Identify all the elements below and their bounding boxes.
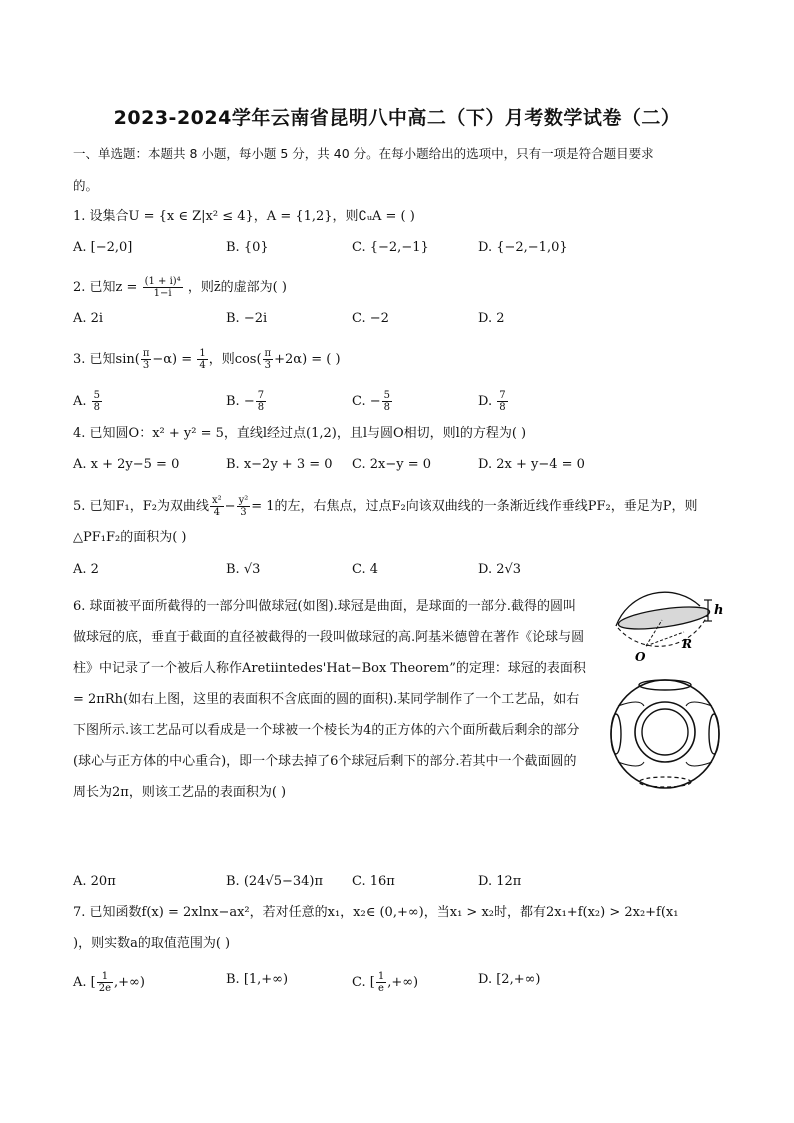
q3-frac2-den: 4	[199, 360, 206, 371]
q2-frac-num: (1 + i)⁴	[144, 276, 181, 287]
q3-stem-c: ，则cos(	[208, 352, 262, 367]
q3-frac2-num: 1	[199, 348, 206, 359]
q1-option-a: A. [−2,0]	[73, 240, 133, 255]
q3-stem-a: 3. 已知sin(	[73, 352, 140, 367]
q5-frac1-num: x²	[212, 495, 222, 506]
q7-a-frac	[97, 971, 113, 994]
exam-title: 2023-2024学年云南省昆明八中高二（下）月考数学试卷（二）	[113, 107, 681, 129]
question-7-stem: 7. 已知函数f(x) = 2xlnx−ax²，若对任意的x₁，x₂∈ (0,+∞)，当x₁ > x₂时，都有2x₁+f(x₂) > 2x₂+f(x₁	[73, 905, 679, 920]
q7-option-c	[352, 971, 418, 994]
q2-option-a: A. 2i	[73, 311, 104, 326]
q7-option-a	[73, 971, 145, 994]
q3-frac1-num: π	[142, 348, 150, 359]
q5-frac1-den: 4	[213, 507, 221, 518]
q3-fraction-2	[197, 348, 207, 371]
q6-option-a: A. 20π	[73, 874, 116, 889]
q3-c-num: 5	[383, 390, 391, 401]
question-4-options	[73, 456, 733, 474]
q3-b-den: 8	[257, 402, 265, 413]
q2-frac-den: 1−i	[153, 288, 172, 299]
question-5-stem	[73, 495, 698, 518]
q7-c-num: 1	[377, 971, 385, 982]
label-r: R	[682, 637, 692, 651]
q3-a-frac	[92, 390, 102, 413]
q7-a-suffix: ,+∞)	[114, 975, 145, 990]
q5-option-c: C. 4	[352, 562, 379, 577]
q3-c-den: 8	[383, 402, 391, 413]
q3-d-num: 7	[499, 390, 506, 401]
q3-option-d	[478, 390, 509, 413]
q3-a-prefix: A.	[73, 394, 87, 409]
question-5-stem-cont: △PF₁F₂的面积为( )	[73, 530, 187, 545]
q3-b-num: 7	[257, 390, 265, 401]
section-heading-cont: 的。	[73, 178, 99, 193]
q3-frac3-den: 3	[264, 360, 272, 371]
q7-c-frac	[376, 971, 386, 994]
question-3-options	[73, 390, 733, 413]
section-heading: 一、单选题：本题共 8 小题，每小题 5 分，共 40 分。在每小题给出的选项中，只有一项是符合题目要求	[73, 146, 654, 161]
q3-stem-d: +2α) = ( )	[274, 352, 341, 367]
q3-stem-b: −α) =	[152, 352, 193, 367]
q6-option-c: C. 16π	[352, 874, 395, 889]
q6-option-b: B. (24√5−34)π	[226, 874, 324, 889]
q7-c-prefix: C. [	[352, 975, 375, 990]
q2-option-d: D. 2	[478, 311, 505, 326]
craftwork-figure	[604, 676, 726, 792]
question-4-stem: 4. 已知圆O：x² + y² = 5，直线l经过点(1,2)，且l与圆O相切，则l的方程为( )	[73, 426, 527, 441]
q7-b-text: B. [1,+∞)	[226, 972, 289, 987]
q5-stem-b: = 1的左，右焦点，过点F₂向该双曲线的一条渐近线作垂线PF₂，垂足为P，则	[251, 499, 698, 514]
label-o: O	[635, 650, 646, 664]
q3-fraction-1	[141, 348, 152, 371]
question-7-options	[73, 971, 733, 994]
q7-option-b	[226, 971, 288, 989]
question-1-stem: 1. 设集合U = {x ∈ Z|x² ≤ 4}，A = {1,2}，则∁ᵤA = ( )	[73, 209, 415, 224]
question-3-stem	[73, 348, 341, 371]
label-h: h	[714, 603, 724, 618]
q5-fraction-2	[237, 495, 251, 518]
q5-frac2-num: y²	[238, 495, 249, 506]
q3-d-prefix: D.	[478, 394, 493, 409]
q5-stem-a: 5. 已知F₁，F₂为双曲线	[73, 499, 209, 514]
q7-a-num: 1	[97, 971, 113, 983]
q4-option-a: A. x + 2y−5 = 0	[73, 457, 180, 472]
q3-a-den: 8	[93, 402, 101, 413]
q3-fraction-3	[263, 348, 274, 371]
q7-c-den: e	[378, 983, 384, 994]
q2-stem-prefix: 2. 已知z =	[73, 280, 138, 295]
question-5-options	[73, 561, 733, 579]
q3-c-sign: −	[369, 394, 381, 409]
q5-fraction-1	[210, 495, 224, 518]
q5-frac2-den: 3	[240, 507, 247, 518]
q3-frac1-den: 3	[142, 360, 150, 371]
q3-c-prefix: C.	[352, 394, 366, 409]
question-1-options	[73, 239, 733, 257]
q6-option-d: D. 12π	[478, 874, 522, 889]
question-6-text: 6. 球面被平面所截得的一部分叫做球冠(如图).球冠是曲面，是球面的一部分.截得的圆叫做球冠的底，垂直于截面的直径被截得的一段叫做球冠的高.阿基米德曾在著作《论球与圆柱》中记录了一个被后人称作Aretiintedes'Hat−Box Theorem”的定理：球冠的表面积 = 2πRh(如右上图，这里的表面积不含底面的圆的面积).某同学制作了一个工艺品，如右下图所示.该工艺品可以看成是一个球被一个棱长为4的正方体的六个面所截后剩余的部分(球心与正方体的中心重合)，即一个球去掉了6个球冠后剩下的部分.若其中一个截面圆的周长为2π，则该工艺品的表面积为( )	[73, 599, 586, 800]
q3-a-num: 5	[93, 390, 101, 401]
q5-option-b: B. √3	[226, 562, 261, 577]
question-7-stem-cont: )，则实数a的取值范围为( )	[73, 936, 231, 951]
q2-option-b: B. −2i	[226, 311, 268, 326]
q3-c-frac	[382, 390, 392, 413]
q3-b-prefix: B.	[226, 394, 240, 409]
q1-option-c: C. {−2,−1}	[352, 240, 429, 255]
q3-b-frac	[256, 390, 266, 413]
q7-d-text: D. [2,+∞)	[478, 972, 541, 987]
q7-a-prefix: A. [	[73, 975, 96, 990]
question-2-options	[73, 310, 733, 328]
question-2-stem	[73, 276, 287, 299]
q3-d-frac	[497, 390, 507, 413]
q3-frac3-num: π	[264, 348, 272, 359]
q5-option-d: D. 2√3	[478, 562, 522, 577]
q3-d-den: 8	[499, 402, 506, 413]
q2-stem-suffix: ，则z̄的虚部为( )	[187, 280, 287, 295]
q5-minus: −	[224, 499, 236, 514]
q7-option-d	[478, 971, 541, 989]
q1-option-b: B. {0}	[226, 240, 269, 255]
q3-b-sign: −	[243, 394, 255, 409]
q1-option-d: D. {−2,−1,0}	[478, 240, 568, 255]
q7-c-suffix: ,+∞)	[387, 975, 419, 990]
q3-option-c	[352, 390, 393, 413]
q2-fraction	[143, 276, 183, 299]
spherical-cap-figure	[608, 588, 728, 666]
q7-a-den: 2e	[98, 983, 112, 994]
q3-option-a	[73, 390, 103, 413]
q3-option-b	[226, 390, 267, 413]
q4-option-d: D. 2x + y−4 = 0	[478, 457, 585, 472]
question-6-options	[73, 873, 733, 891]
q2-option-c: C. −2	[352, 311, 389, 326]
q4-option-b: B. x−2y + 3 = 0	[226, 457, 333, 472]
q4-option-c: C. 2x−y = 0	[352, 457, 432, 472]
q5-option-a: A. 2	[73, 562, 99, 577]
